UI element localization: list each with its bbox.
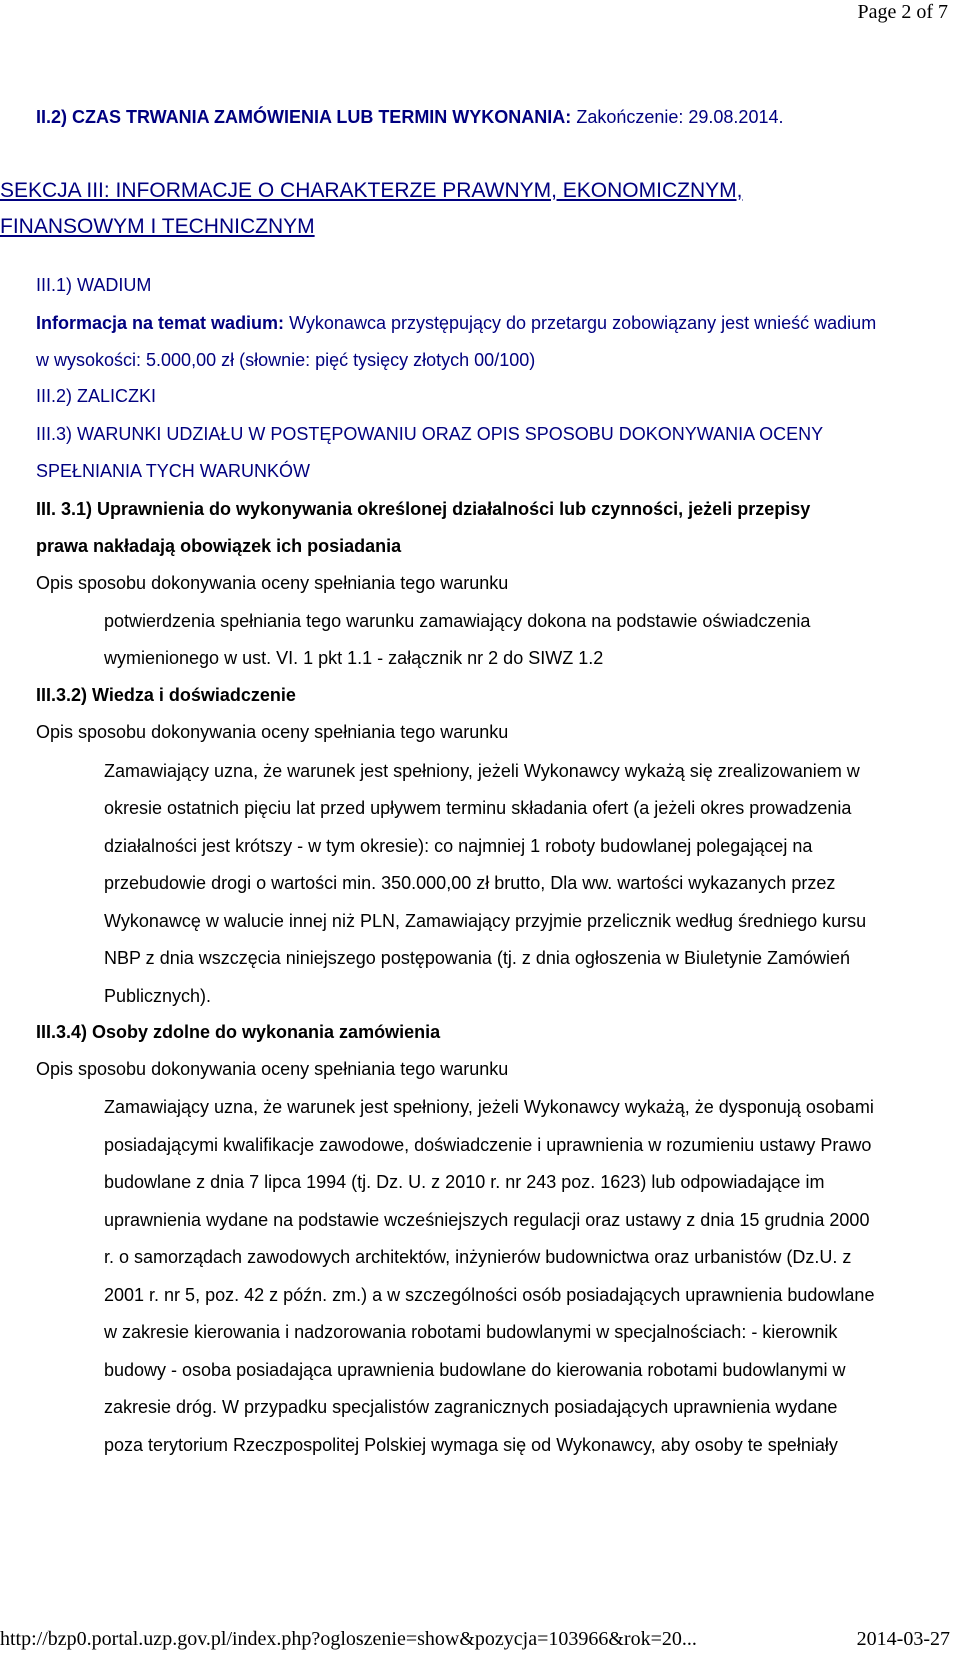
footer-date: 2014-03-27 xyxy=(856,1628,950,1650)
osoby-line: budowlane z dnia 7 lipca 1994 (tj. Dz. U. z 2010 r. nr 243 poz. 1623) lub odpowiadające im xyxy=(104,1172,825,1192)
wiedza-line: Publicznych). xyxy=(104,986,212,1006)
wiedza-line: okresie ostatnich pięciu lat przed upływem terminu składania ofert (a jeżeli okres prowadzenia xyxy=(104,798,852,818)
wiedza-line: Wykonawcę w walucie innej niż PLN, Zamawiający przyjmie przelicznik według średniego kursu xyxy=(104,911,867,931)
section-iii-title-line2: FINANSOWYM I TECHNICZNYM xyxy=(0,215,315,238)
osoby-heading: III.3.4) Osoby zdolne do wykonania zamówienia xyxy=(36,1022,441,1042)
section-iii-title-line1: SEKCJA III: INFORMACJE O CHARAKTERZE PRAWNYM, EKONOMICZNYM, xyxy=(0,179,743,202)
wiedza-line: działalności jest krótszy - w tym okresie): co najmniej 1 roboty budowlanej polegającej na xyxy=(104,836,813,856)
osoby-line: uprawnienia wydane na podstawie wcześniejszych regulacji oraz ustawy z dnia 15 grudnia 2000 xyxy=(104,1210,870,1230)
warunki-heading-line1: III.3) WARUNKI UDZIAŁU W POSTĘPOWANIU ORAZ OPIS SPOSOBU DOKONYWANIA OCENY xyxy=(36,424,824,444)
footer-url: http://bzp0.portal.uzp.gov.pl/index.php?ogloszenie=show&pozycja=103966&rok=20... xyxy=(0,1628,697,1650)
zaliczki-heading: III.2) ZALICZKI xyxy=(36,386,157,406)
duration-value: Zakończenie: 29.08.2014. xyxy=(576,107,784,127)
wadium-info-text: Wykonawca przystępujący do przetargu zobowiązany jest wnieść wadium xyxy=(289,313,877,333)
wiedza-line: Zamawiający uzna, że warunek jest spełniony, jeżeli Wykonawcy wykażą się zrealizowaniem w xyxy=(104,761,860,781)
osoby-line: r. o samorządach zawodowych architektów, inżynierów budownictwa oraz urbanistów (Dz.U. z xyxy=(104,1247,852,1267)
page-number: Page 2 of 7 xyxy=(857,1,948,23)
wadium-info-line1 xyxy=(36,312,876,334)
wadium-info-line2: w wysokości: 5.000,00 zł (słownie: pięć tysięcy złotych 00/100) xyxy=(36,350,536,370)
osoby-line: zakresie dróg. W przypadku specjalistów zagranicznych posiadających uprawnienia wydane xyxy=(104,1397,838,1417)
wadium-info-label: Informacja na temat wadium: xyxy=(36,313,285,333)
osoby-line: 2001 r. nr 5, poz. 42 z późn. zm.) a w szczególności osób posiadających uprawnienia budowlane xyxy=(104,1285,875,1305)
wiedza-line: przebudowie drogi o wartości min. 350.000,00 zł brutto, Dla ww. wartości wykazanych przez xyxy=(104,873,836,893)
wiedza-heading: III.3.2) Wiedza i doświadczenie xyxy=(36,685,296,705)
osoby-line: posiadającymi kwalifikacje zawodowe, doświadczenie i uprawnienia w rozumieniu ustawy Prawo xyxy=(104,1135,872,1155)
warunki-heading-line2: SPEŁNIANIA TYCH WARUNKÓW xyxy=(36,461,311,481)
uprawnienia-line: potwierdzenia spełniania tego warunku zamawiający dokona na podstawie oświadczenia xyxy=(104,611,811,631)
uprawnienia-heading-line2: prawa nakładają obowiązek ich posiadania xyxy=(36,536,402,556)
duration-label: II.2) CZAS TRWANIA ZAMÓWIENIA LUB TERMIN WYKONANIA: xyxy=(36,107,572,127)
osoby-line: w zakresie kierowania i nadzorowania robotami budowlanymi w specjalnościach: - kierownik xyxy=(104,1322,838,1342)
wiedza-line: NBP z dnia wszczęcia niniejszego postępowania (tj. z dnia ogłoszenia w Biuletynie Zamówień xyxy=(104,948,851,968)
wadium-heading: III.1) WADIUM xyxy=(36,275,152,295)
osoby-line: poza terytorium Rzeczpospolitej Polskiej wymaga się od Wykonawcy, aby osoby te spełniały xyxy=(104,1435,838,1455)
uprawnienia-opis-heading: Opis sposobu dokonywania oceny spełniania tego warunku xyxy=(36,573,509,593)
duration-section xyxy=(36,106,783,128)
wiedza-opis-heading: Opis sposobu dokonywania oceny spełniania tego warunku xyxy=(36,722,509,742)
osoby-line: budowy - osoba posiadająca uprawnienia budowlane do kierowania robotami budowlanymi w xyxy=(104,1360,846,1380)
osoby-opis-heading: Opis sposobu dokonywania oceny spełniania tego warunku xyxy=(36,1059,509,1079)
osoby-line: Zamawiający uzna, że warunek jest spełniony, jeżeli Wykonawcy wykażą, że dysponują osobami xyxy=(104,1097,874,1117)
uprawnienia-line: wymienionego w ust. VI. 1 pkt 1.1 - załącznik nr 2 do SIWZ 1.2 xyxy=(104,648,604,668)
uprawnienia-heading-line1: III. 3.1) Uprawnienia do wykonywania określonej działalności lub czynności, jeżeli przepisy xyxy=(36,499,811,519)
